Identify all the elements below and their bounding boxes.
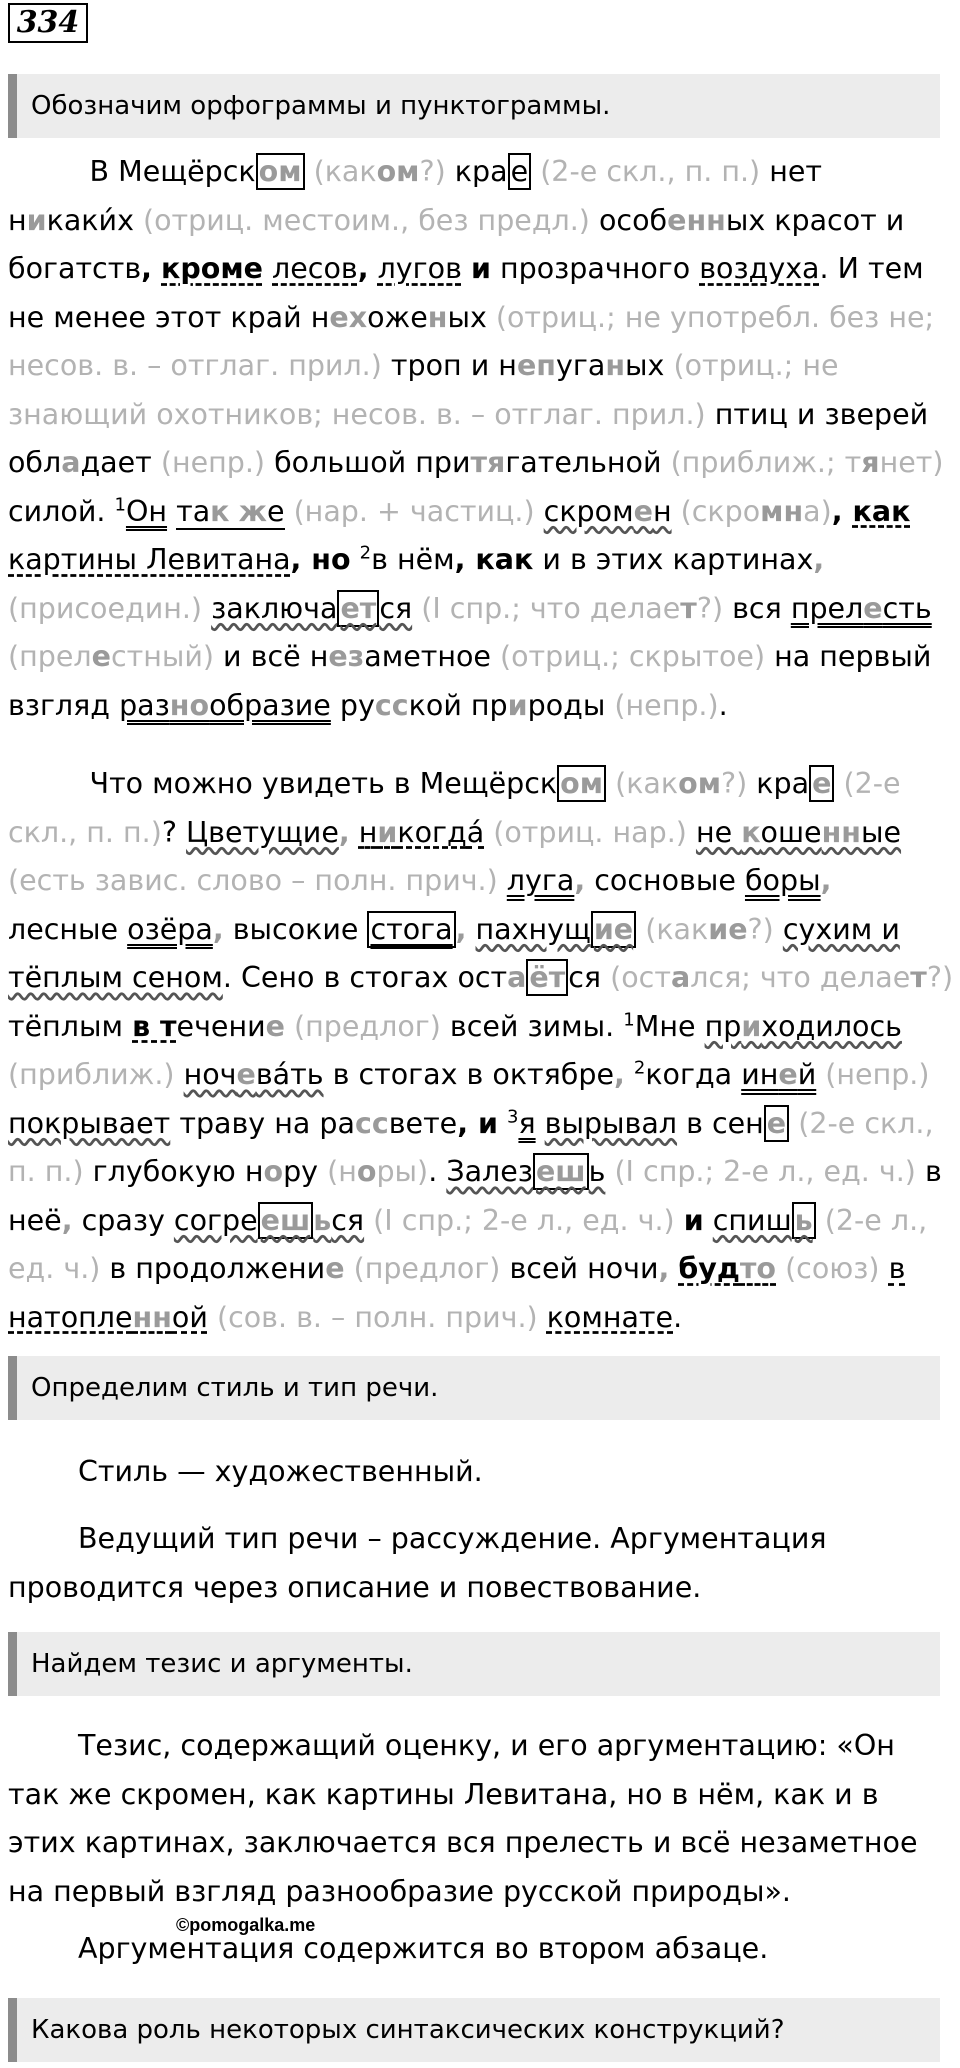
text-line: ед. ч.) в продолжение (предлог) всей ночи, будто (союз) в	[8, 1252, 906, 1285]
text-line: п. п.) глубокую нору (норы). Залез еш ь (I спр.; 2-е л., ед. ч.) в	[8, 1155, 942, 1188]
text-line: на первый взгляд разнообразие русской природы».	[8, 1874, 791, 1908]
section-header-style	[8, 1356, 940, 1420]
text-line: этих картинах, заключается вся прелесть и всё незаметное	[8, 1826, 918, 1859]
section-header-syntax	[8, 1998, 940, 2062]
text-line: натопленной (сов. в. – полн. прич.) комнате.	[8, 1300, 683, 1334]
text-line: проводится через описание и повествование.	[8, 1570, 702, 1604]
section-title: Обозначим орфограммы и пунктограммы.	[31, 91, 611, 121]
text-line: (приближ.) ночева́ть в стогах в октябре, $^2$когда иней (непр.)	[8, 1057, 930, 1091]
speech-type-paragraph	[8, 1515, 948, 1612]
text-line: В Мещёрск ом (каком?) кра е (2-е скл., п. п.) нет	[8, 155, 823, 188]
section-title: Определим стиль и тип речи.	[31, 1373, 439, 1403]
text-line: скл., п. п.)? Цветущие, никогда́ (отриц. нар.) не кошенные	[8, 815, 902, 849]
annotated-paragraph-2	[8, 760, 954, 1342]
text-line: обладает (непр.) большой притягательной (приближ.; тянет)	[8, 446, 944, 479]
annotated-paragraph-1	[8, 148, 950, 730]
text-line: богатств, кроме лесов, лугов и прозрачного воздуха. И тем	[8, 252, 924, 285]
text-line: не менее этот край нехоженых (отриц.; не употребл. без не;	[8, 300, 935, 334]
text-line: знающий охотников; несов. в. – отглаг. прил.) птиц и зверей	[8, 397, 929, 431]
text-line: Ведущий тип речи – рассуждение. Аргументация	[78, 1522, 827, 1555]
section-title: Найдем тезис и аргументы.	[31, 1649, 413, 1679]
text-line: никаки́х (отриц. местоим., без предл.) особенных красот и	[8, 203, 905, 237]
section-title: Какова роль некоторых синтаксических конструкций?	[31, 2015, 785, 2045]
watermark: ©pomogalka.me	[176, 1915, 316, 1935]
text-line: (есть завис. слово – полн. прич.) луга, сосновые боры,	[8, 864, 832, 897]
text-line: Что можно увидеть в Мещёрск ом (каком?) кра е (2-е	[8, 767, 901, 800]
text-line: покрывает траву на рассвете, и $^3$я вырывал в сен е (2-е скл.,	[8, 1106, 934, 1140]
text-line: тёплым сеном. Сено в стогах оста ёт ся (остался; что делает?)	[8, 961, 954, 994]
text-line: картины Левитана, но $^2$в нём, как и в этих картинах,	[8, 542, 825, 576]
text-line: тёплым в течение (предлог) всей зимы. $^1$Мне приходилось	[8, 1009, 902, 1043]
argument-text: Аргументация содержится во втором абзаце.	[78, 1932, 769, 1965]
text-line: неё, сразу согре еш ься (I спр.; 2-е л., ед. ч.) и спиш ь (2-е л.,	[8, 1203, 928, 1237]
text-line: Тезис, содержащий оценку, и его аргументацию: «Он	[78, 1729, 895, 1762]
task-number: 334	[8, 3, 88, 43]
style-text: Стиль — художественный.	[78, 1455, 483, 1488]
text-line: взгляд разнообразие русской природы (непр.).	[8, 688, 728, 722]
text-line: несов. в. – отглаг. прил.) троп и непуганых (отриц.; не	[8, 349, 839, 382]
text-line: лесные озёра, высокие стога , пахнущ ие (какие?) сухим и	[8, 912, 900, 946]
argument-paragraph	[8, 1925, 948, 1974]
text-line: так же скромен, как картины Левитана, но в нём, как и в	[8, 1777, 879, 1811]
section-header-thesis	[8, 1632, 940, 1696]
text-line: силой. $^1$Он так же (нар. + частиц.) скромен (скромна), как	[8, 494, 911, 528]
text-line: (присоедин.) заключа ет ся (I спр.; что делает?) вся прелесть	[8, 591, 932, 625]
section-header-orthograms	[8, 74, 940, 138]
style-paragraph	[8, 1448, 948, 1497]
text-line: (прелестный) и всё незаметное (отриц.; скрытое) на первый	[8, 640, 932, 673]
thesis-paragraph	[8, 1722, 948, 1916]
